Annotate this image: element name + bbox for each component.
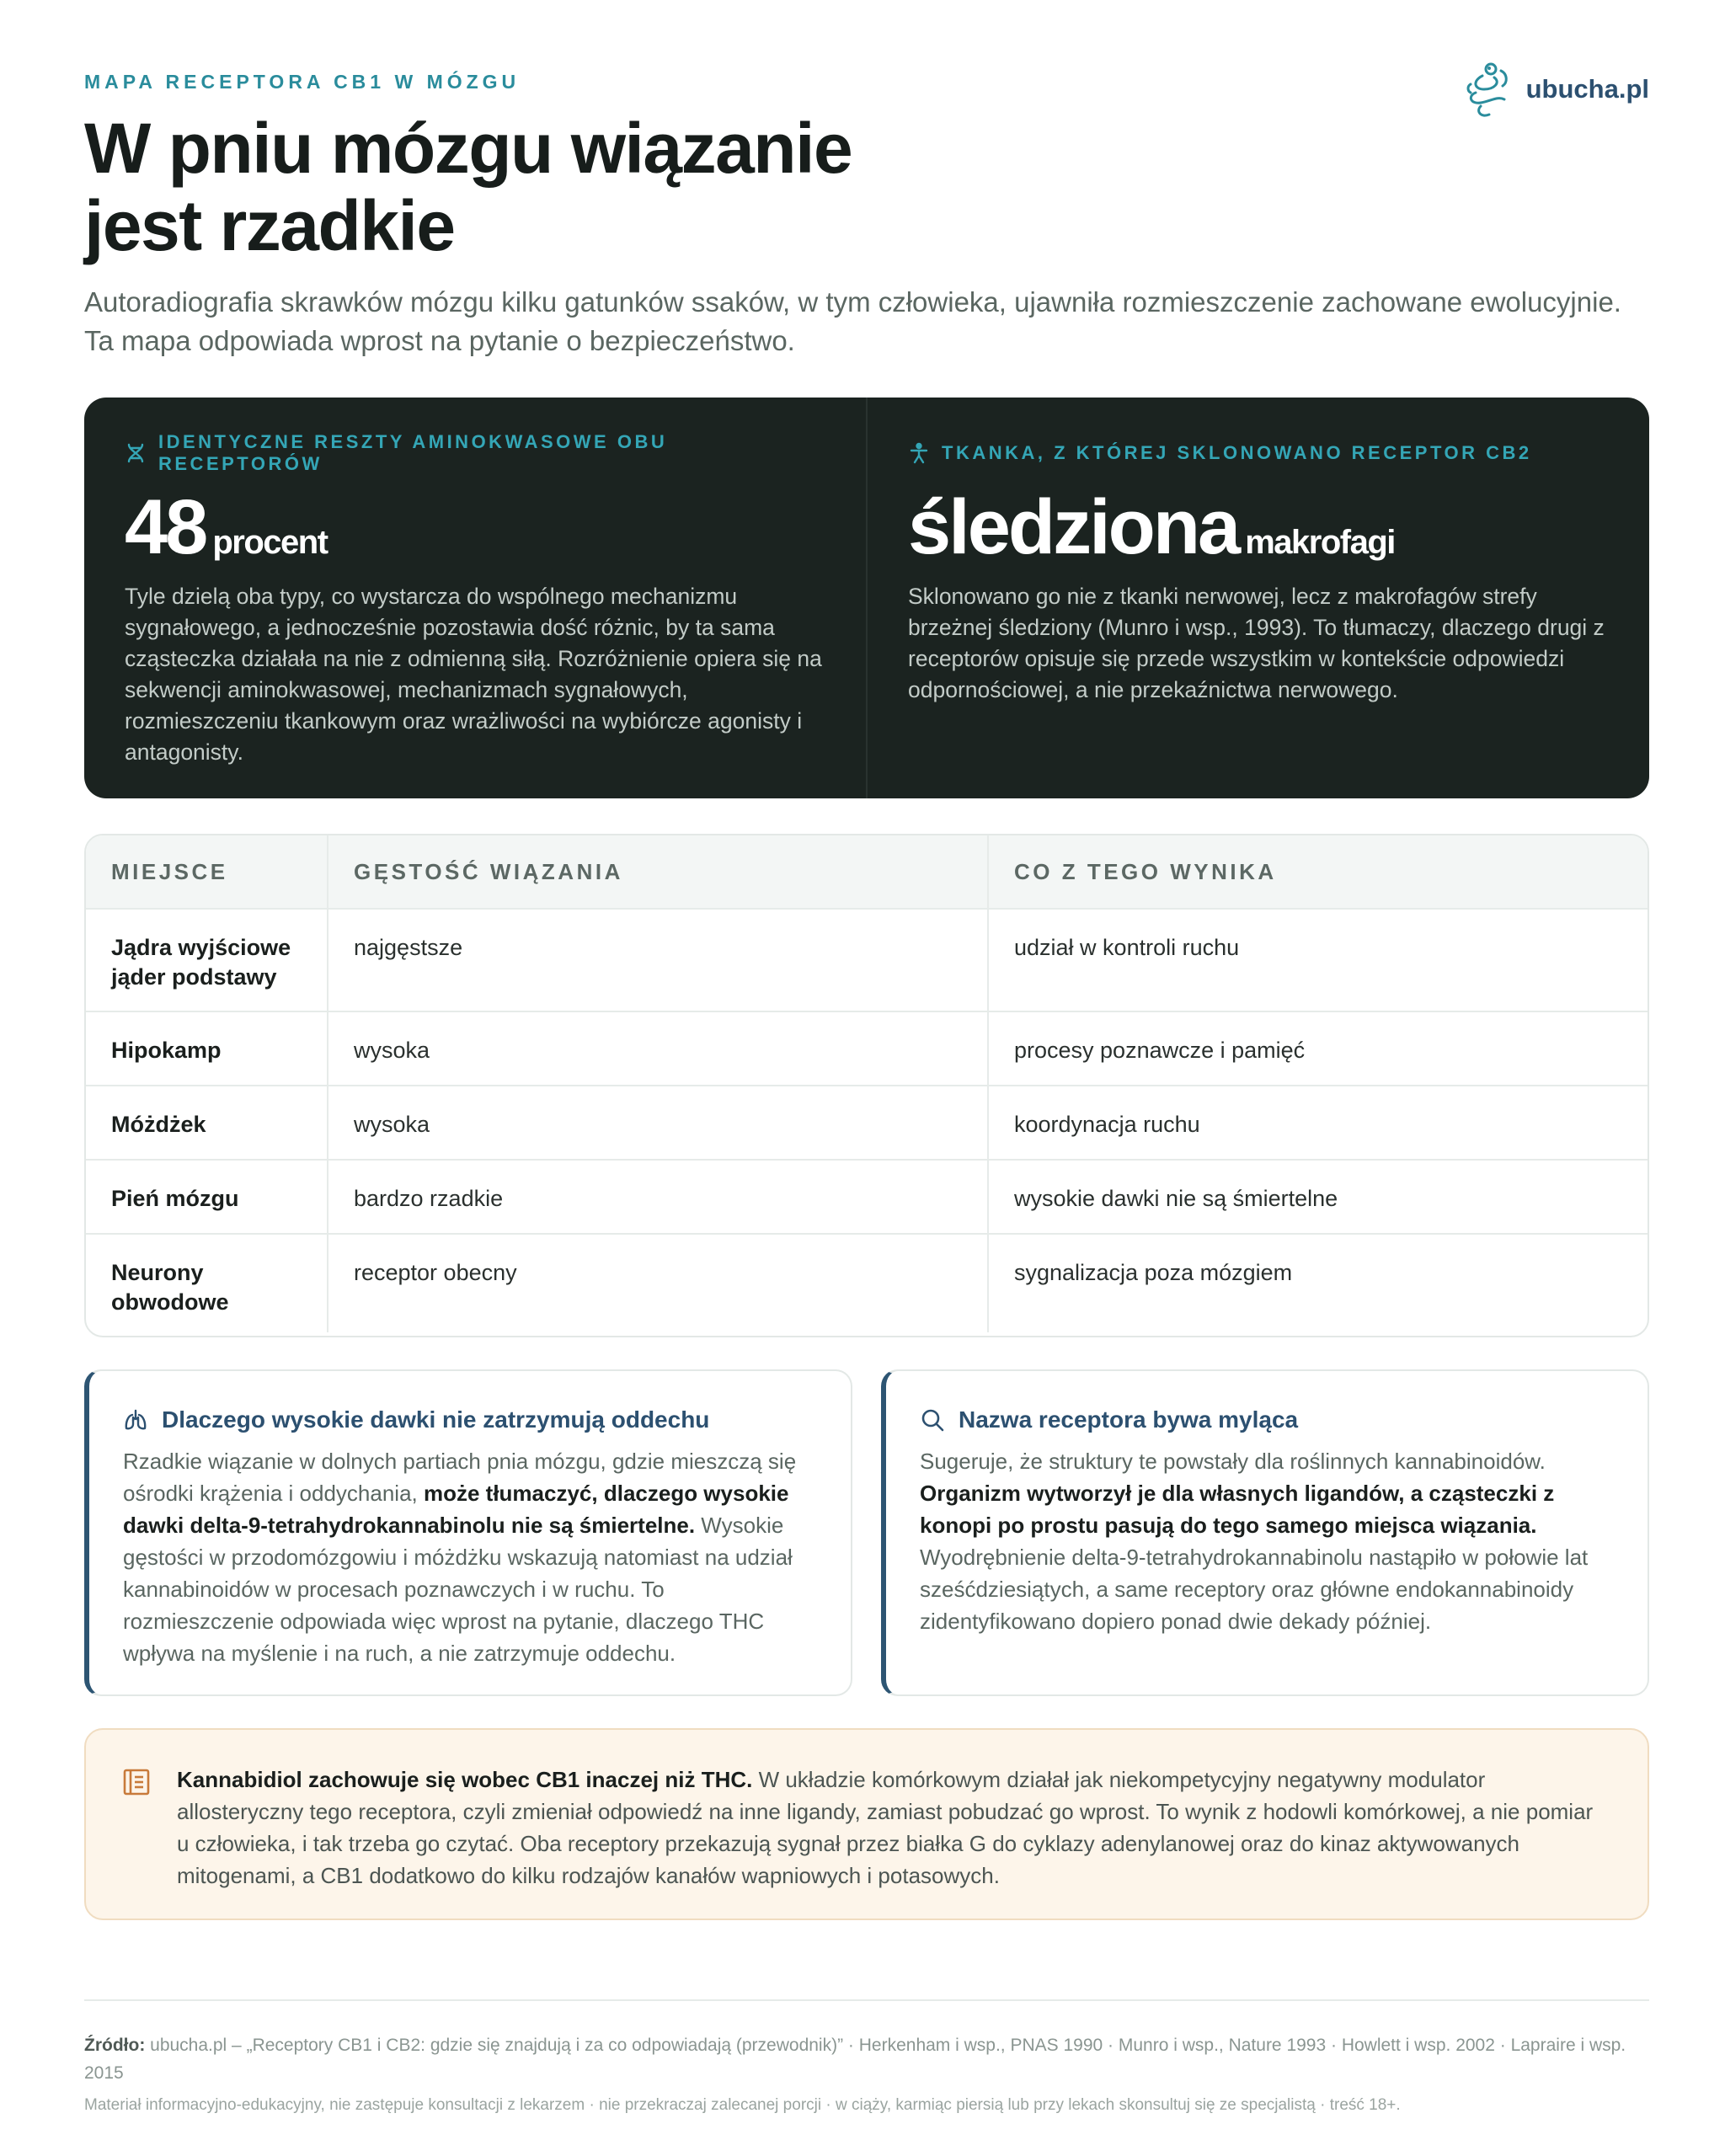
infographic-page	[84, 0, 1649, 2156]
table-row	[86, 1085, 1648, 1159]
stat-value-row	[908, 485, 1609, 569]
document-icon	[121, 1767, 152, 1797]
table-header-row	[86, 835, 1648, 908]
callout-text-bold: Organizm wytworzył je dla własnych ligandów, a cząsteczki z konopi po prostu pasują do tego samego miejsca wiązania.	[920, 1481, 1555, 1538]
stat-label: IDENTYCZNE RESZTY AMINOKWASOWE OBU RECEPTORÓW	[158, 431, 668, 474]
table-cell-meaning: sygnalizacja poza mózgiem	[1014, 1260, 1293, 1285]
table-cell-meaning: koordynacja ruchu	[1014, 1112, 1200, 1137]
table-cell-meaning: procesy poznawcze i pamięć	[1014, 1038, 1306, 1063]
search-icon	[920, 1407, 945, 1433]
stat-label: TKANKA, Z KTÓREJ SKLONOWANO RECEPTOR CB2	[942, 442, 1532, 463]
lungs-icon	[123, 1407, 148, 1433]
brand-logo-link[interactable]	[1464, 56, 1649, 123]
table-header-cell: MIEJSCE	[86, 835, 328, 908]
callout-text-part: Rzadkie wiązanie w dolnych partiach pnia mózgu, gdzie mieszczą się ośrodki krążenia i oddychania,	[123, 1449, 797, 1506]
table-cell-place: Hipokamp	[86, 1012, 328, 1085]
table-cell-place: Móżdżek	[86, 1086, 328, 1159]
table-header-cell: GĘSTOŚĆ WIĄZANIA	[328, 835, 989, 908]
callout-text-part: Wysokie gęstości w przodomózgowiu i móżdżku wskazują natomiast na udział kannabinoidów w procesach poznawczych i w ruchu. To rozmieszczenie odpowiada więc wprost na pytanie, dlaczego THC wpływa na myślenie i na ruch, a nie zatrzymuje oddechu.	[123, 1513, 793, 1666]
stat-cb2-tissue	[866, 398, 1649, 798]
page-title	[84, 109, 1011, 264]
binding-density-table	[84, 834, 1649, 1337]
stat-description: Tyle dzielą oba typy, co wystarcza do wspólnego mechanizmu sygnałowego, a jednocześnie pozostawia dość różnic, by ta sama cząsteczka działała na nie z odmienną siłą. Rozróżnienie opiera się na sekwencji aminokwasowej, mechanizmach sygnałowych, rozmieszczeniu tkankowym oraz wrażliwości na wybiórcze agonisty i antagonisty.	[125, 584, 822, 765]
table-cell-place: Pień mózgu	[86, 1161, 328, 1233]
callout-text-part: Wyodrębnienie delta-9-tetrahydrokannabinolu nastąpiło w połowie lat sześćdziesiątych, a same receptory oraz główne endokannabinoidy zidentyfikowano dopiero ponad dwie dekady później.	[920, 1545, 1589, 1634]
table-cell-meaning: udział w kontroli ruchu	[1014, 935, 1240, 960]
stat-amino-acids	[84, 398, 866, 798]
callout-text	[920, 1445, 1614, 1637]
footer-divider	[84, 1999, 1649, 2001]
brand-name: ubucha.pl	[1525, 74, 1649, 104]
table-row	[86, 1159, 1648, 1233]
stat-label-row	[908, 440, 1609, 467]
table-header-cell: CO Z TEGO WYNIKA	[1014, 858, 1277, 884]
stat-unit: procent	[212, 524, 328, 561]
disclaimer-text: Materiał informacyjno-edukacyjny, nie zastępuje konsultacji z lekarzem · nie przekraczaj zalecanej porcji · w ciąży, karmiąc piersią lub przy lekach skonsultuj się ze specjalistą · treść 18+.	[84, 2096, 1401, 2114]
stat-description: Sklonowano go nie z tkanki nerwowej, lecz z makrofagów strefy brzeżnej śledziony (Munro i wsp., 1993). To tłumaczy, dlaczego drugi z receptorów opisuje się przede wszystkim w kontekście odpowiedzi odpornościowej, a nie przekaźnictwa nerwowego.	[908, 584, 1605, 702]
table-cell-density: najgęstsze	[328, 910, 989, 1011]
dna-icon	[125, 442, 147, 464]
eyebrow-label: MAPA RECEPTORA CB1 W MÓZGU	[84, 71, 521, 93]
intro-paragraph: Autoradiografia skrawków mózgu kilku gatunków ssaków, w tym człowieka, ujawniła rozmieszczenie zachowane ewolucyjnie. Ta mapa odpowiada wprost na pytanie o bezpieczeństwo.	[84, 286, 1621, 356]
stat-value: śledziona	[908, 484, 1239, 570]
source-text: ubucha.pl – „Receptory CB1 i CB2: gdzie się znajdują i za co odpowiadają (przewodnik)” · Herkenham i wsp., PNAS 1990 · Munro i wsp., Nature 1993 · Howlett i wsp. 2002 · Lapraire i wsp. 2015	[84, 2036, 1626, 2083]
table-row	[86, 908, 1648, 1011]
source-citation	[84, 2031, 1649, 2087]
table-cell-density: receptor obecny	[328, 1235, 989, 1332]
sea-creature-logo-icon	[1464, 59, 1514, 120]
table-cell-place: Jądra wyjściowe jąder podstawy	[86, 910, 328, 1011]
title-line-1: W pniu mózgu wiązanie	[84, 109, 852, 188]
note-text	[177, 1764, 1597, 1892]
table-cell-density: wysoka	[328, 1086, 989, 1159]
stat-label-row	[125, 431, 825, 474]
table-cell-density: wysoka	[328, 1012, 989, 1085]
stat-value: 48	[125, 484, 206, 570]
table-cell-meaning: wysokie dawki nie są śmiertelne	[1014, 1186, 1338, 1211]
stat-unit: makrofagi	[1245, 524, 1395, 561]
callout-receptor-name	[881, 1369, 1649, 1696]
table-row	[86, 1011, 1648, 1085]
callout-text	[123, 1445, 817, 1669]
callout-breathing	[84, 1369, 852, 1696]
callout-title: Nazwa receptora bywa myląca	[959, 1406, 1299, 1433]
table-row	[86, 1233, 1648, 1332]
callout-title: Dlaczego wysokie dawki nie zatrzymują oddechu	[162, 1406, 710, 1433]
person-icon	[908, 442, 930, 464]
source-label: Źródło:	[84, 2036, 146, 2055]
callout-title-row	[920, 1403, 1614, 1437]
title-line-2: jest rzadkie	[84, 186, 455, 265]
table-cell-density: bardzo rzadkie	[328, 1161, 989, 1233]
key-stats-card	[84, 398, 1649, 798]
note-text-bold: Kannabidiol zachowuje się wobec CB1 inaczej niż THC.	[177, 1767, 753, 1792]
note-text-body: W układzie komórkowym działał jak niekompetycyjny negatywny modulator allosteryczny tego receptora, czyli zmieniał odpowiedź na inne ligandy, zamiast pobudzać go wprost. To wynik z hodowli komórkowej, a nie pomiar u człowieka, i tak trzeba go czytać. Oba receptory przekazują sygnał przez białka G do cyklazy adenylanowej oraz do kinaz aktywowanych mitogenami, a CB1 dodatkowo do kilku rodzajów kanałów wapniowych i potasowych.	[177, 1767, 1594, 1888]
callout-title-row	[123, 1403, 817, 1437]
callout-text-part: Sugeruje, że struktury te powstały dla roślinnych kannabinoidów.	[920, 1449, 1546, 1474]
table-cell-place: Neurony obwodowe	[86, 1235, 328, 1332]
cbd-note	[84, 1728, 1649, 1920]
stat-value-row	[125, 485, 825, 569]
callout-text-bold: może tłumaczyć, dlaczego wysokie dawki delta-9-tetrahydrokannabinolu nie są śmiertelne.	[123, 1481, 789, 1538]
